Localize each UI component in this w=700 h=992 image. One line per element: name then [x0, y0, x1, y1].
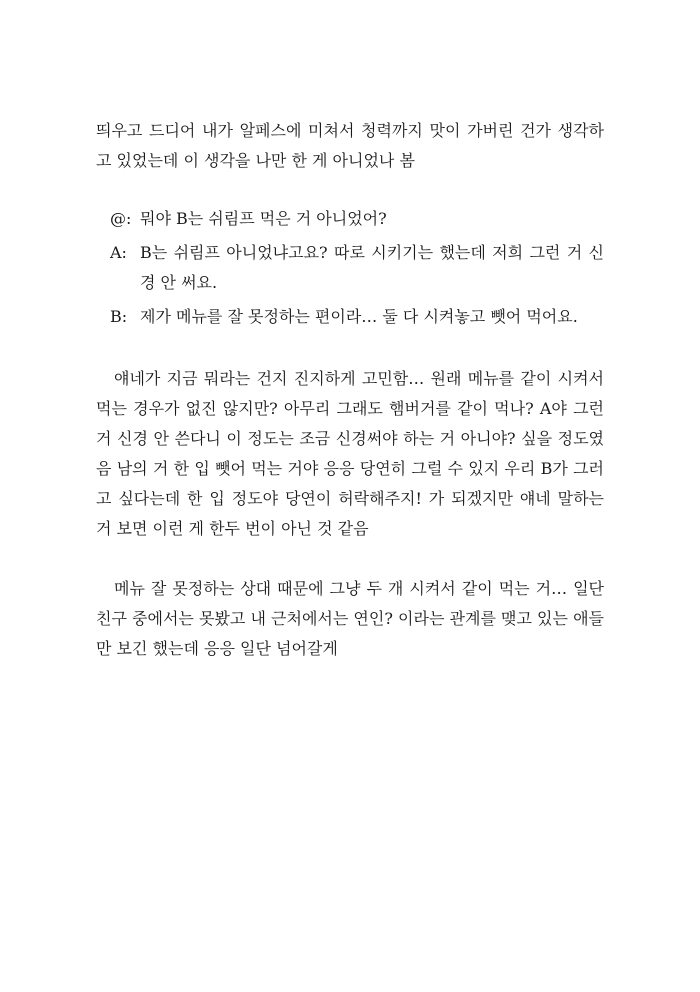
utterance-text: B는 쉬림프 아니었냐고요? 따로 시키기는 했는데 저희 그런 거 신경 안 써요.: [140, 243, 604, 292]
speaker-label: @:: [110, 209, 132, 228]
speaker-label: A:: [110, 243, 127, 262]
body-paragraph-2: 얘네가 지금 뭐라는 건지 진지하게 고민함… 원래 메뉴를 같이 시켜서 먹는 경우가 없진 않지만? 아무리 그래도 햄버거를 같이 먹나? A야 그런 거 신경 안 쓴다니 이 정도는 조금 신경써야 하는 거 아니야? 싶을 정도였음 남의 거 한 입 뺏어 먹는 거야 응응 당연히 그럴 수 있지 우리 B가 그러고 싶다는데 한 입 정도야 당연이 허락해주지! 가 되겠지만 얘네 말하는 거 보면 이런 게 한두 번이 아닌 것 같음: [96, 369, 604, 538]
dialogue-line: [96, 302, 604, 332]
document-page: [96, 116, 604, 694]
dialogue-line: [96, 238, 604, 298]
dialogue-block: [96, 204, 604, 332]
utterance-text: 뭐야 B는 쉬림프 먹은 거 아니었어?: [140, 209, 387, 228]
intro-paragraph: 띄우고 드디어 내가 알페스에 미쳐서 청력까지 맛이 가버린 건가 생각하고 있었는데 이 생각을 나만 한 게 아니었나 봄: [96, 121, 604, 170]
body-paragraph-3: 메뉴 잘 못정하는 상대 때문에 그냥 두 개 시켜서 같이 먹는 거… 일단 친구 중에서는 못봤고 내 근처에서는 연인? 이라는 관계를 맺고 있는 애들만 보긴 했는데 응응 일단 넘어갈게: [96, 579, 604, 658]
utterance-text: 제가 메뉴를 잘 못정하는 편이라… 둘 다 시켜놓고 뺏어 먹어요.: [140, 307, 578, 326]
dialogue-line: [96, 204, 604, 234]
speaker-label: B:: [110, 307, 128, 326]
